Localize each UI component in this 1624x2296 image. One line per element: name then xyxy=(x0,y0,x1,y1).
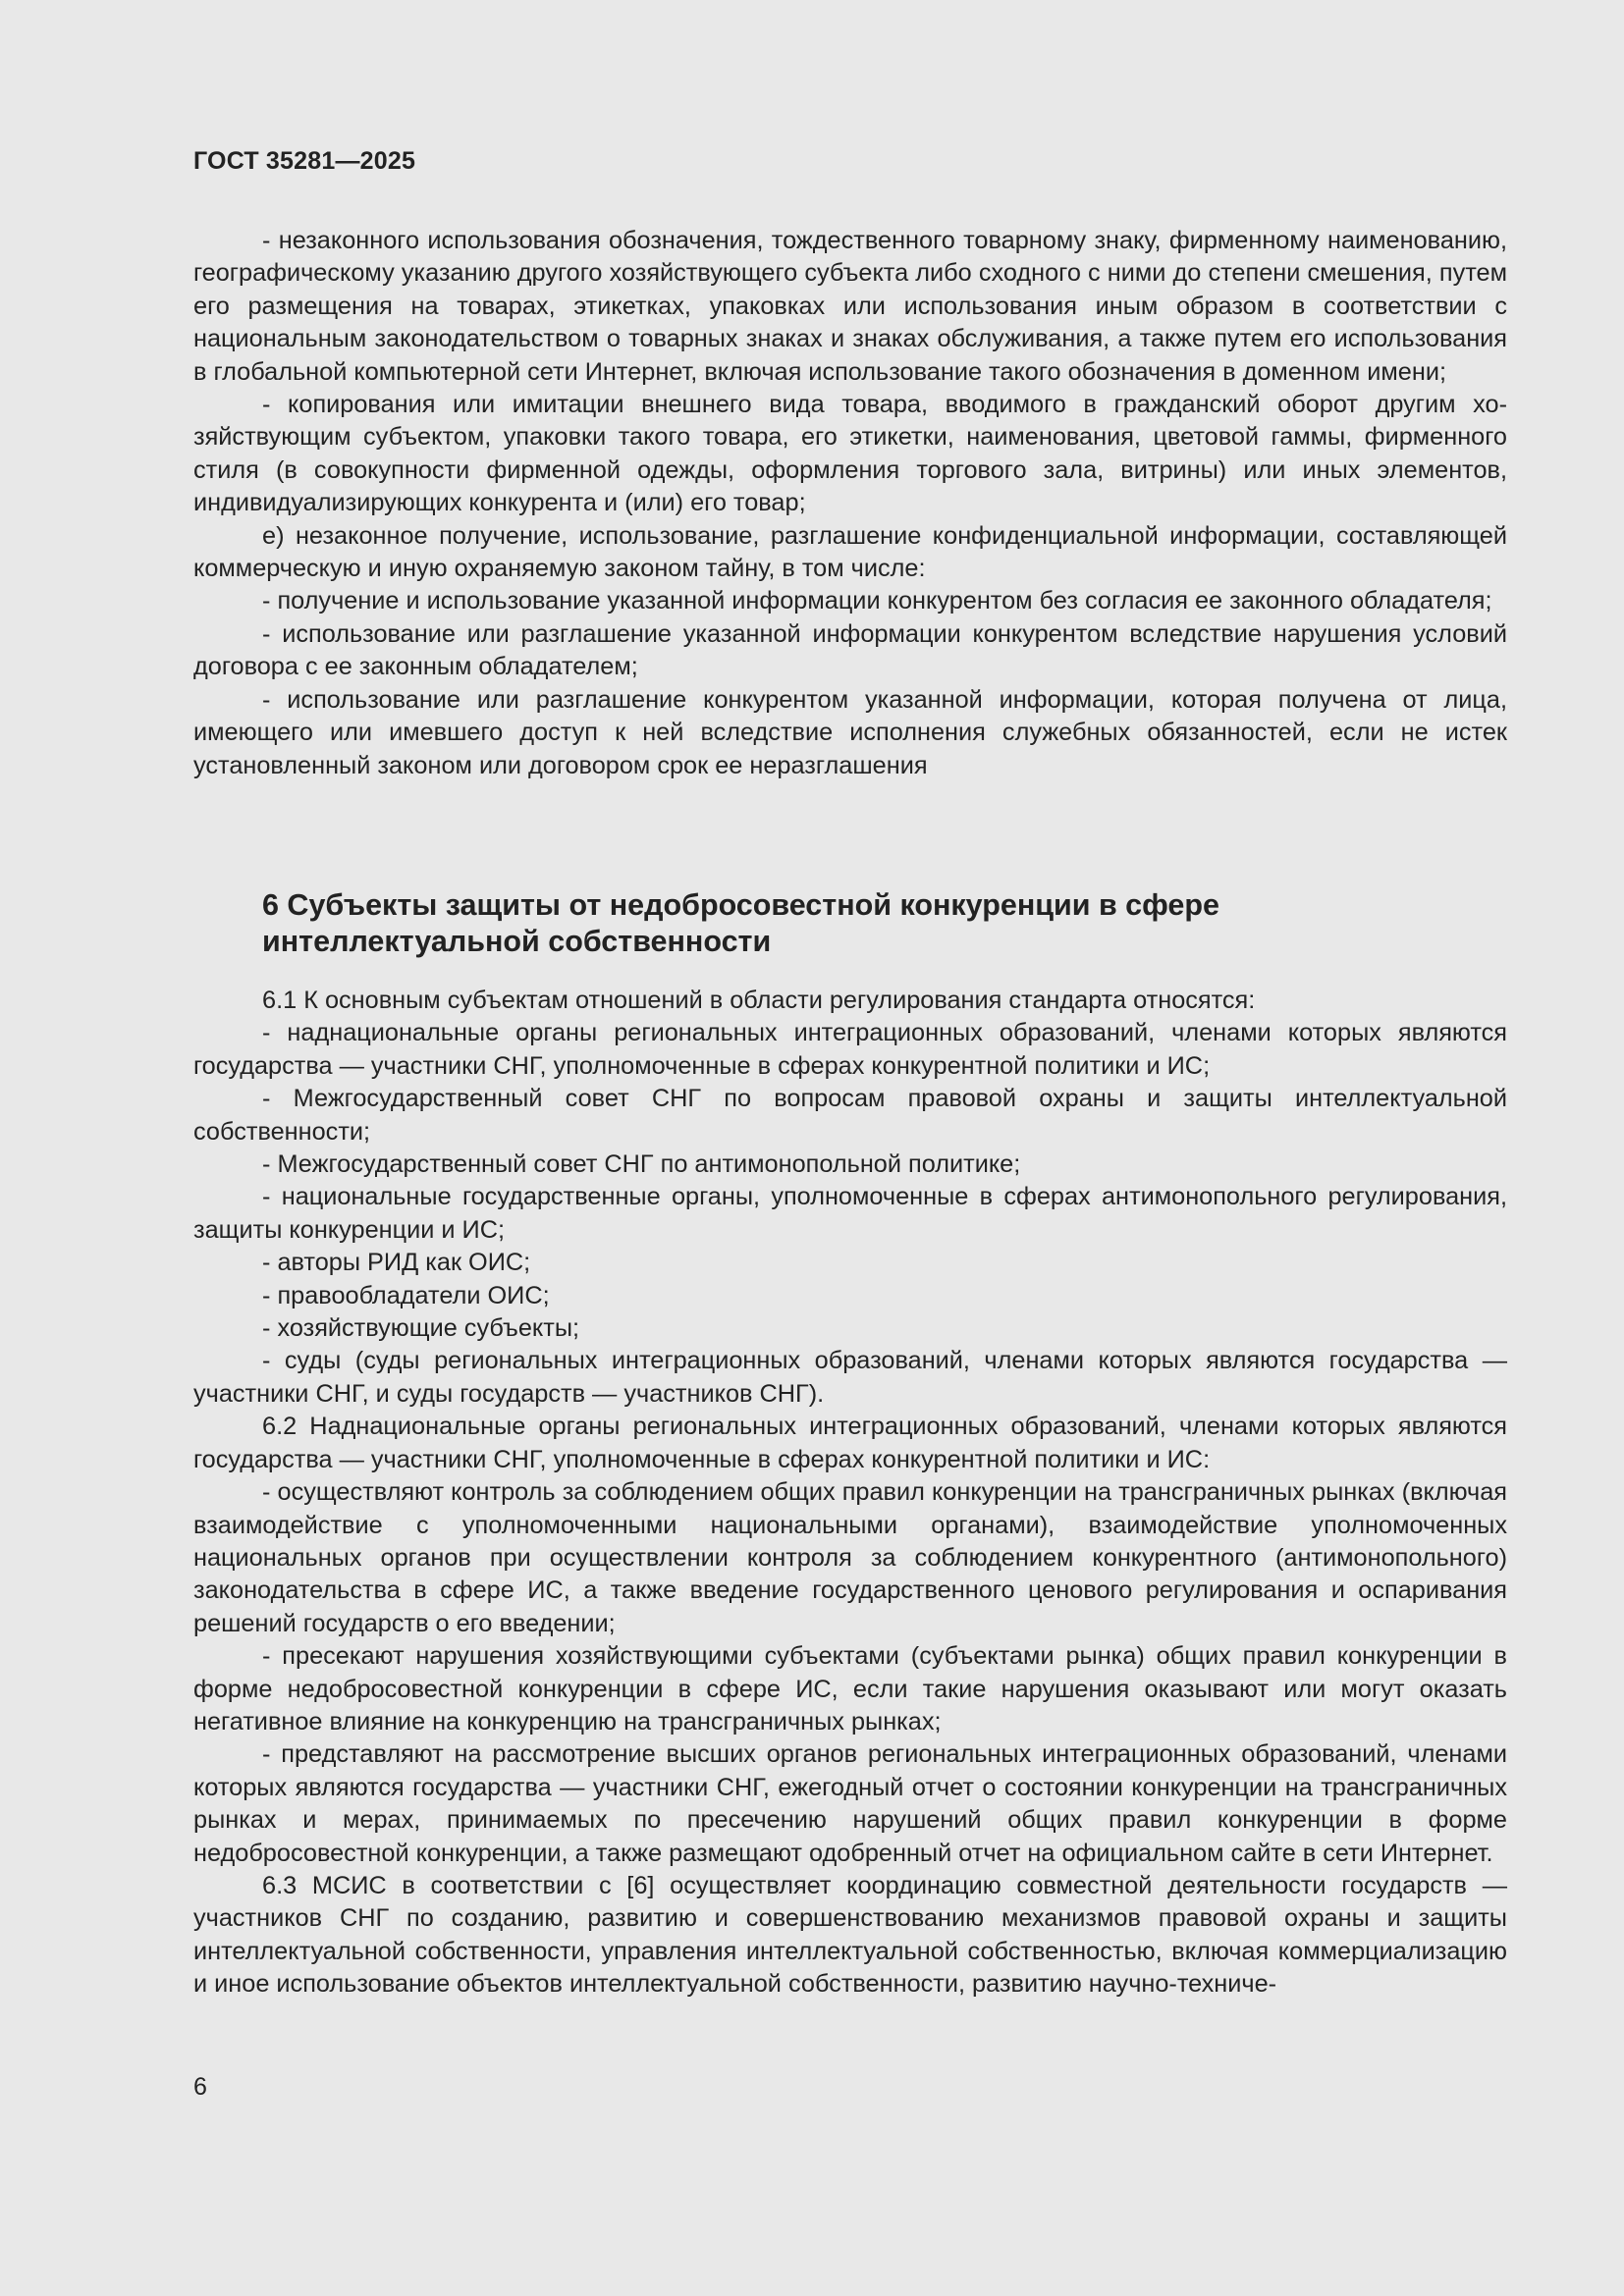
paragraph: - правообладатели ОИС; xyxy=(262,1281,550,1309)
paragraph: - Межгосударственный совет СНГ по антимонопольной политике; xyxy=(262,1150,1021,1179)
paragraph: - копирования или имитации внешнего вида товара, вводимого в гражданский оборот другим хозяйствующим субъектом, упаковки такого товара, его этикетки, наименования, цветовой гаммы, фирменного стиля (в совокупности фирменной одежды, оформления торгового зала, витрины) или иных элементов, индивидуализирующих конкурента и (или) его товар; xyxy=(193,391,1507,517)
section-heading-line: 6 Субъекты защиты от недобросовестной конкуренции в сфере xyxy=(262,888,1219,922)
section-heading xyxy=(262,887,1440,960)
paragraph: е) незаконное получение, использование, разглашение конфиденциальной информации, составляющей коммерческую и иную охраняемую законом тайну, в том числе: xyxy=(193,521,1507,583)
paragraph: - осуществляют контроль за соблюдением общих правил конкуренции на трансграничных рынках (включая взаимодействие с уполномоченными национальными органами), взаимодействие уполномоченных национальных органов при осуществлении контроля за соблюдением конкурентного (антимонопольного) законодательства в сфере ИС, а также введение государственного ценового регулирования и оспаривания решений государств о его введении; xyxy=(193,1478,1507,1637)
paragraph: - использование или разглашение указанной информации конкурентом вследствие нарушения условий договора с ее законным обладателем; xyxy=(193,619,1507,681)
paragraph: - получение и использование указанной информации конкурентом без согласия ее законного обладателя; xyxy=(262,587,1492,615)
section-heading-line: интеллектуальной собственности xyxy=(262,925,772,958)
paragraph: - национальные государственные органы, уполномоченные в сферах антимонопольного регулирования, защиты конкуренции и ИС; xyxy=(193,1183,1507,1244)
paragraph: - наднациональные органы региональных интеграционных образований, членами которых являются государства — участники СНГ, уполномоченные в сферах конкурентной политики и ИС; xyxy=(193,1019,1507,1080)
paragraph: - представляют на рассмотрение высших органов региональных интеграционных образований, членами которых являются государства — участники СНГ, ежегодный отчет о состоянии конкуренции на трансграничных рынках и мерах, принимаемых по пресечению нарушений общих правил конкуренции в форме недобросовестной конкуренции, а также размещают одобренный отчет на официальном сайте в сети Интернет. xyxy=(193,1740,1507,1867)
paragraph: 6.2 Наднациональные органы региональных интеграционных образований, членами которых являются государства — участники СНГ, уполномоченные в сферах конкурентной политики и ИС: xyxy=(193,1413,1507,1473)
text-block-section-6 xyxy=(193,985,1507,2002)
paragraph: - использование или разглашение конкурентом указанной информации, которая получена от лица, имеющего или имевшего доступ к ней вследствие исполнения служебных обязанностей, если не истек установленный законом или договором срок ее неразглашения xyxy=(193,685,1507,779)
paragraph: 6.3 МСИС в соответствии с [6] осуществляет координацию совместной деятельности государств — участников СНГ по созданию, развитию и совершенствованию механизмов правовой охраны и защиты интеллектуальной собственности, управления интеллектуальной собственностью, включая коммерциализацию и иное использование объектов интеллектуальной собственности, развитию научно-техниче- xyxy=(193,1871,1507,1999)
paragraph: - хозяйствующие субъекты; xyxy=(262,1314,580,1343)
paragraph: - пресекают нарушения хозяйствующими субъектами (субъектами рынка) общих правил конкуренции в форме недобросовестной конкуренции в сфере ИС, если такие нарушения оказывают или могут оказать негативное влияние на конкуренцию на трансграничных рынках; xyxy=(193,1642,1507,1735)
paragraph: - незаконного использования обозначения, тождественного товарному знаку, фирменному наименованию, географическому указанию другого хозяйствующего субъекта либо сходного с ними до степени смешения, путем его размещения на товарах, этикетках, упаковках или использования иным образом в соответствии с национальным законодательством о товарных знаках и знаках обслуживания, а также путем его использования в глобальной компьютерной сети Интернет, включая использование такого обозначения в доменном имени; xyxy=(193,227,1507,386)
text-block-continuation xyxy=(193,225,1507,782)
paragraph: - суды (суды региональных интеграционных образований, членами которых являются государства — участники СНГ, и суды государств — участников СНГ). xyxy=(193,1347,1507,1408)
paragraph: - авторы РИД как ОИС; xyxy=(262,1249,531,1277)
paragraph: 6.1 К основным субъектам отношений в области регулирования стандарта относятся: xyxy=(262,987,1256,1014)
document-header: ГОСТ 35281—2025 xyxy=(193,147,416,175)
page-number: 6 xyxy=(193,2073,207,2101)
paragraph: - Межгосударственный совет СНГ по вопросам правовой охраны и защиты интеллектуальной собственности; xyxy=(193,1085,1507,1146)
